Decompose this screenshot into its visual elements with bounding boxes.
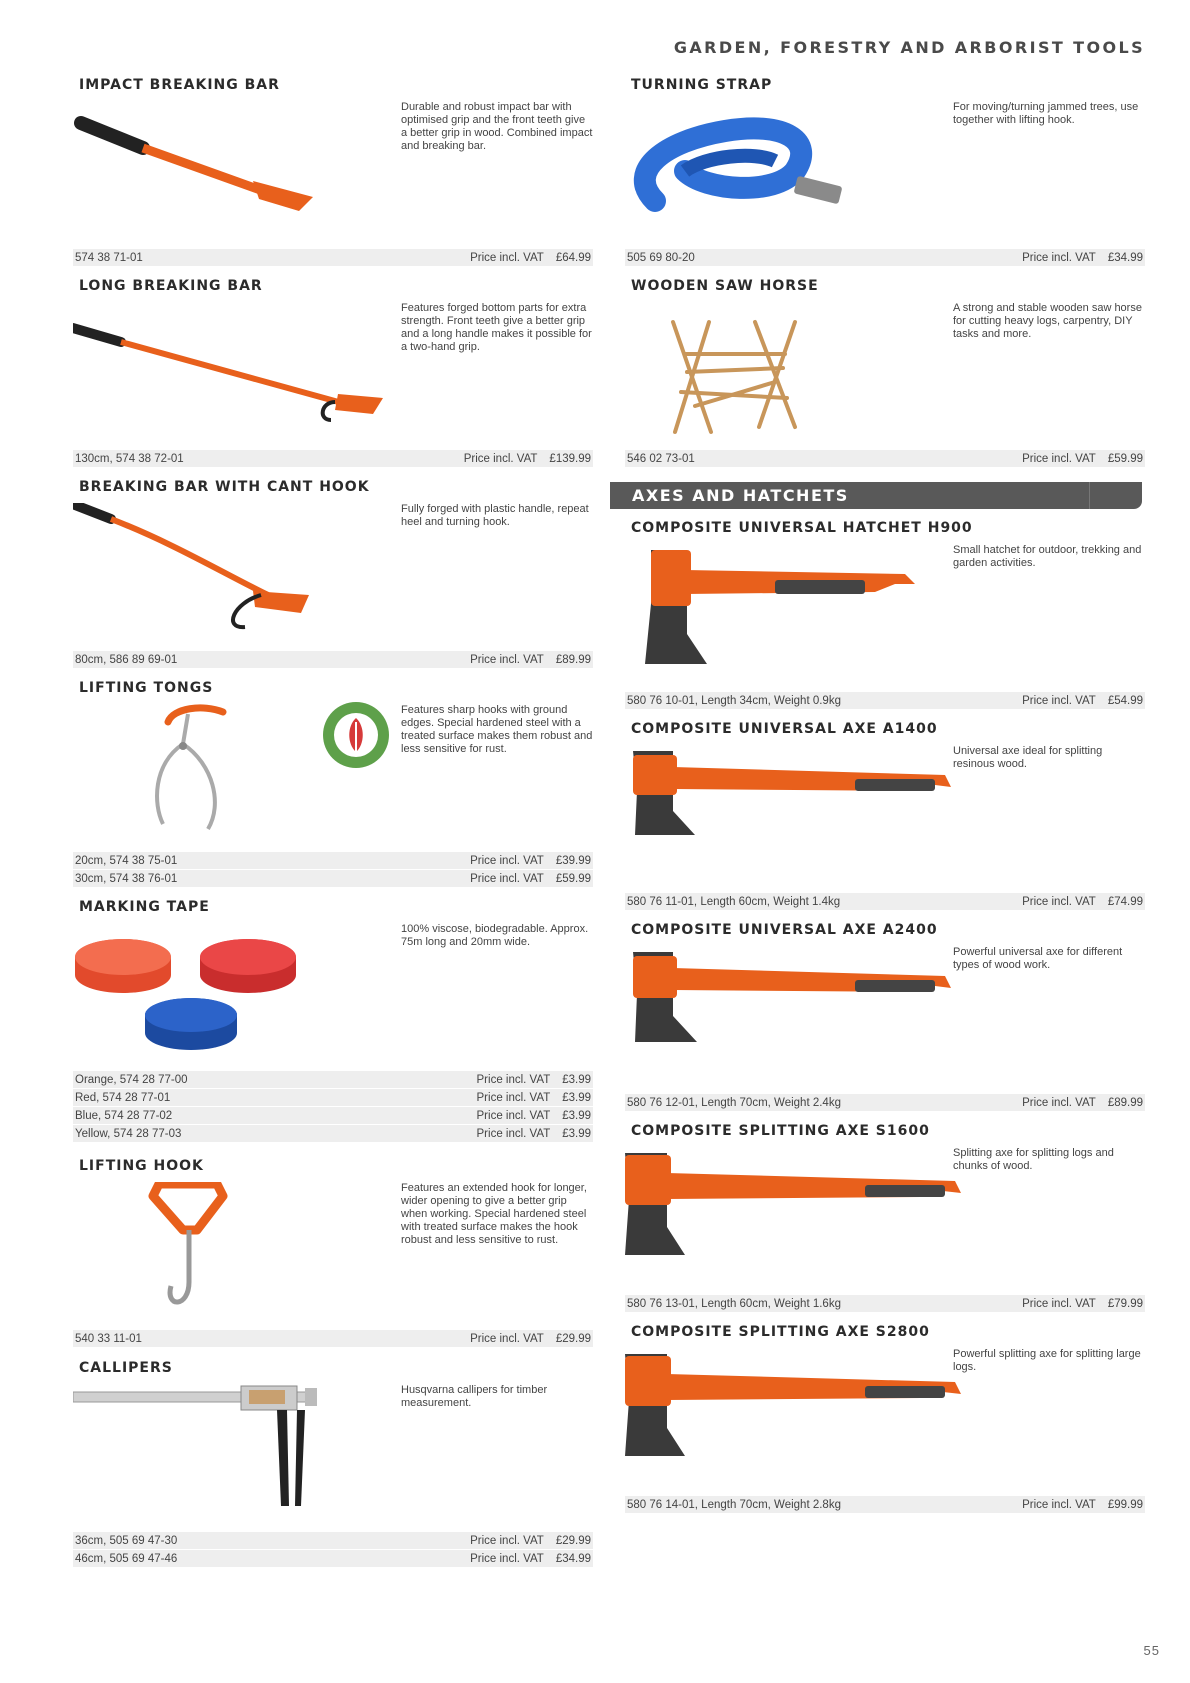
article-code: 130cm, 574 38 72-01 — [75, 452, 184, 465]
price-label: Price incl. VAT — [1022, 251, 1096, 264]
price-row — [625, 1496, 1145, 1513]
product-description: For moving/turning jammed trees, use together with lifting hook. — [953, 101, 1139, 126]
price-label: Price incl. VAT — [470, 854, 544, 867]
price-label: Price incl. VAT — [476, 1091, 551, 1104]
price-row — [625, 1295, 1145, 1312]
product-description: Features an extended hook for longer, wider opening to give a better grip when working. Special hardened steel with treated surface makes the hook robust and less sensitive to rust. — [401, 1182, 587, 1246]
cant-hook-bar-image — [73, 503, 333, 633]
article-code: 30cm, 574 38 76-01 — [75, 872, 178, 885]
price-value: £29.99 — [555, 1534, 591, 1547]
article-code: 540 33 11-01 — [75, 1332, 142, 1345]
price-value: £3.99 — [562, 1127, 591, 1140]
price-row — [625, 893, 1145, 910]
price-row — [73, 651, 593, 668]
article-code: 36cm, 505 69 47-30 — [75, 1534, 178, 1547]
price-label: Price incl. VAT — [1022, 452, 1096, 465]
marking-tape-image — [73, 923, 313, 1063]
price-label: Price incl. VAT — [1022, 1498, 1096, 1511]
saw-horse-image — [625, 302, 825, 442]
article-code: Blue, 574 28 77-02 — [75, 1109, 173, 1122]
product-title: LIFTING HOOK — [79, 1158, 204, 1174]
product-description: Husqvarna callipers for timber measurement. — [401, 1384, 548, 1409]
price-value: £89.99 — [555, 653, 591, 666]
price-row — [73, 1330, 593, 1347]
product-marking-tape — [73, 899, 593, 1149]
price-row — [625, 1094, 1145, 1111]
price-value: £54.99 — [1107, 694, 1143, 707]
splitting-axe-image — [625, 1348, 975, 1478]
product-axe-a1400 — [625, 721, 1145, 911]
price-label: Price incl. VAT — [470, 872, 544, 885]
article-code: 580 76 10-01, Length 34cm, Weight 0.9kg — [627, 694, 841, 707]
product-wooden-saw-horse — [625, 278, 1145, 468]
splitting-axe-image — [625, 1147, 975, 1277]
axe-image — [625, 745, 965, 865]
price-value: £3.99 — [562, 1109, 591, 1122]
price-row — [73, 1550, 593, 1567]
price-label: Price incl. VAT — [470, 653, 544, 666]
article-code: 580 76 12-01, Length 70cm, Weight 2.4kg — [627, 1096, 841, 1109]
product-description: 100% viscose, biodegradable. Approx. 75m long and 20mm wide. — [401, 923, 589, 948]
article-code: 580 76 11-01, Length 60cm, Weight 1.4kg — [627, 895, 841, 908]
price-value: £89.99 — [1107, 1096, 1143, 1109]
price-value: £3.99 — [562, 1073, 591, 1086]
price-label: Price incl. VAT — [476, 1127, 551, 1140]
article-code: 505 69 80-20 — [627, 251, 695, 264]
price-value: £99.99 — [1107, 1498, 1143, 1511]
price-label: Price incl. VAT — [470, 1552, 544, 1565]
product-title: LONG BREAKING BAR — [79, 278, 263, 294]
product-description: Powerful splitting axe for splitting large logs. — [953, 1348, 1141, 1373]
page-number: 55 — [1143, 1643, 1160, 1658]
price-row — [73, 1532, 593, 1549]
price-row — [73, 870, 593, 887]
price-value: £3.99 — [562, 1091, 591, 1104]
article-code: Orange, 574 28 77-00 — [75, 1073, 188, 1086]
price-label: Price incl. VAT — [1022, 1297, 1096, 1310]
price-value: £139.99 — [549, 452, 591, 465]
price-value: £59.99 — [1107, 452, 1143, 465]
product-description: Features sharp hooks with ground edges. Special hardened steel with a treated surface makes them robust and less sensitive for rust. — [401, 704, 593, 755]
impact-breaking-bar-image — [73, 101, 333, 211]
article-code: 46cm, 505 69 47-46 — [75, 1552, 178, 1565]
product-title: COMPOSITE UNIVERSAL AXE A2400 — [631, 922, 938, 938]
product-title: MARKING TAPE — [79, 899, 210, 915]
product-title: COMPOSITE UNIVERSAL HATCHET H900 — [631, 520, 973, 536]
price-value: £74.99 — [1107, 895, 1143, 908]
axe-image — [625, 946, 965, 1066]
article-code: 580 76 14-01, Length 70cm, Weight 2.8kg — [627, 1498, 841, 1511]
article-code: Red, 574 28 77-01 — [75, 1091, 171, 1104]
price-row — [625, 450, 1145, 467]
price-label: Price incl. VAT — [476, 1109, 551, 1122]
product-title: WOODEN SAW HORSE — [631, 278, 819, 294]
product-title: LIFTING TONGS — [79, 680, 214, 696]
hatchet-image — [625, 544, 925, 674]
product-title: CALLIPERS — [79, 1360, 173, 1376]
product-title: BREAKING BAR WITH CANT HOOK — [79, 479, 370, 495]
product-lifting-hook — [73, 1158, 593, 1348]
product-impact-breaking-bar — [73, 77, 593, 267]
product-lifting-tongs — [73, 680, 593, 890]
article-code: 574 38 71-01 — [75, 251, 143, 264]
product-title: COMPOSITE SPLITTING AXE S1600 — [631, 1123, 930, 1139]
price-label: Price incl. VAT — [470, 1332, 544, 1345]
price-value: £64.99 — [555, 251, 591, 264]
price-label: Price incl. VAT — [1022, 1096, 1096, 1109]
lifting-tongs-image — [73, 704, 273, 844]
section-title: AXES AND HATCHETS — [632, 486, 849, 505]
price-row — [73, 249, 593, 266]
product-description: Features forged bottom parts for extra strength. Front teeth give a better grip and a long handle makes it possible for a two-hand grip. — [401, 302, 592, 353]
product-description: Splitting axe for splitting logs and chunks of wood. — [953, 1147, 1114, 1172]
price-label: Price incl. VAT — [470, 1534, 544, 1547]
product-hatchet-h900 — [625, 520, 1145, 710]
product-description: Powerful universal axe for different types of wood work. — [953, 946, 1123, 971]
price-label: Price incl. VAT — [1022, 895, 1096, 908]
product-description: Small hatchet for outdoor, trekking and garden activities. — [953, 544, 1142, 569]
turning-strap-image — [625, 101, 855, 221]
price-row — [625, 692, 1145, 709]
certification-seal-icon — [321, 700, 391, 770]
page-header-title: GARDEN, FORESTRY AND ARBORIST TOOLS — [673, 38, 1145, 57]
callipers-image — [73, 1384, 333, 1514]
price-row — [73, 450, 593, 467]
article-code: 546 02 73-01 — [627, 452, 695, 465]
price-value: £29.99 — [555, 1332, 591, 1345]
section-header-axes — [610, 482, 1142, 509]
long-breaking-bar-image — [73, 302, 393, 432]
product-axe-a2400 — [625, 922, 1145, 1112]
product-description: A strong and stable wooden saw horse for cutting heavy logs, carpentry, DIY tasks and more. — [953, 302, 1142, 340]
price-label: Price incl. VAT — [476, 1073, 551, 1086]
product-description: Universal axe ideal for splitting resinous wood. — [953, 745, 1103, 770]
price-label: Price incl. VAT — [463, 452, 538, 465]
product-title: COMPOSITE UNIVERSAL AXE A1400 — [631, 721, 938, 737]
price-row — [73, 1089, 593, 1106]
price-value: £34.99 — [1107, 251, 1143, 264]
product-callipers — [73, 1360, 593, 1570]
article-code: 580 76 13-01, Length 60cm, Weight 1.6kg — [627, 1297, 841, 1310]
product-title: IMPACT BREAKING BAR — [79, 77, 280, 93]
price-row — [625, 249, 1145, 266]
article-code: Yellow, 574 28 77-03 — [75, 1127, 182, 1140]
price-label: Price incl. VAT — [1022, 694, 1096, 707]
product-title: TURNING STRAP — [631, 77, 773, 93]
section-band-divider — [1089, 482, 1090, 509]
lifting-hook-image — [73, 1182, 273, 1322]
price-value: £39.99 — [555, 854, 591, 867]
article-code: 80cm, 586 89 69-01 — [75, 653, 178, 666]
price-value: £79.99 — [1107, 1297, 1143, 1310]
price-value: £34.99 — [555, 1552, 591, 1565]
product-long-breaking-bar — [73, 278, 593, 468]
product-title: COMPOSITE SPLITTING AXE S2800 — [631, 1324, 930, 1340]
price-row — [73, 1125, 593, 1142]
price-row — [73, 1107, 593, 1124]
product-splitting-axe-s2800 — [625, 1324, 1145, 1514]
article-code: 20cm, 574 38 75-01 — [75, 854, 178, 867]
price-row — [73, 1071, 593, 1088]
price-label: Price incl. VAT — [470, 251, 544, 264]
product-turning-strap — [625, 77, 1145, 267]
price-value: £59.99 — [555, 872, 591, 885]
product-description: Fully forged with plastic handle, repeat heel and turning hook. — [401, 503, 589, 528]
product-description: Durable and robust impact bar with optimised grip and the front teeth give a better grip in wood. Combined impact and breaking bar. — [401, 101, 593, 152]
product-breaking-bar-cant-hook — [73, 479, 593, 669]
product-splitting-axe-s1600 — [625, 1123, 1145, 1313]
price-row — [73, 852, 593, 869]
